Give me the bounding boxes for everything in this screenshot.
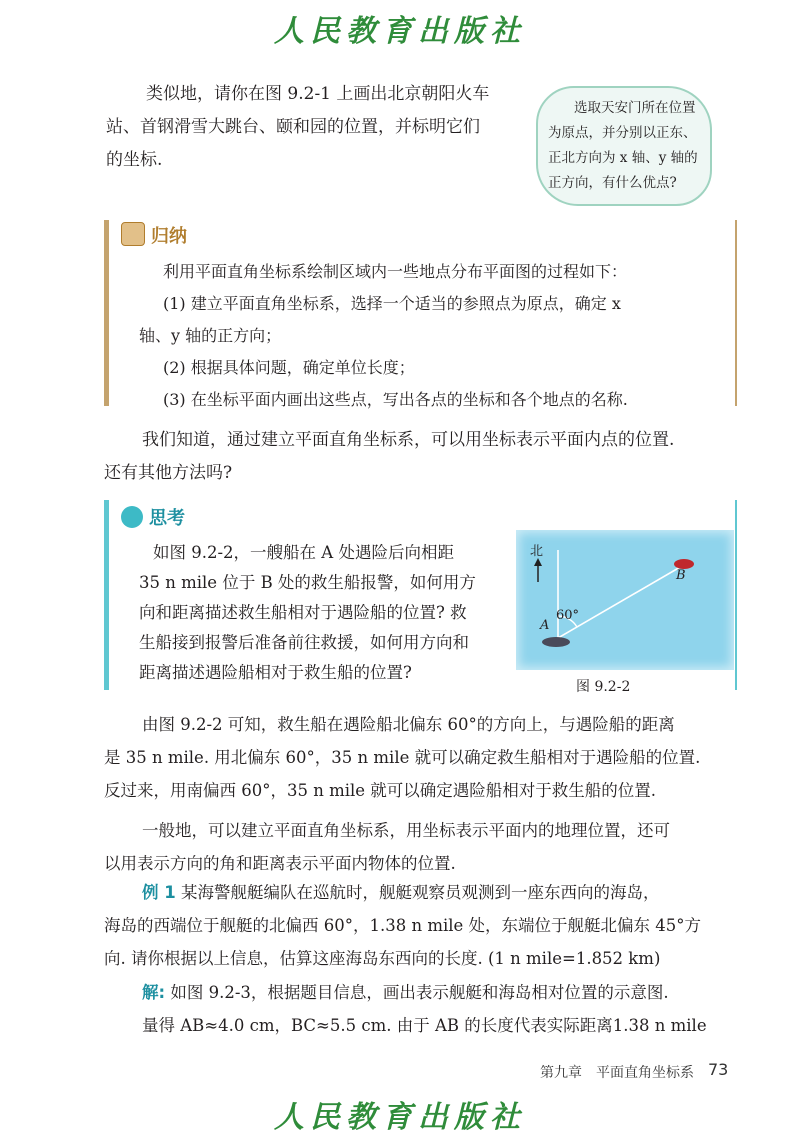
summary-intro: 利用平面直角坐标系绘制区域内一些地点分布平面图的过程如下： [163, 262, 628, 281]
summary-step-1b: 轴、y 轴的正方向； [139, 326, 282, 345]
analysis-line-2: 是 35 n mile. 用北偏东 60°，35 n mile 就可以确定救生船相对于遇险船的位置. [104, 748, 701, 767]
think-line-2: 35 n mile 位于 B 处的救生船报警，如何用方 [139, 573, 476, 592]
intro-line-3: 的坐标. [106, 150, 163, 170]
example-line-1: 某海警舰艇编队在巡航时，舰艇观察员观测到一座东西向的海岛， [180, 883, 660, 902]
analysis-line-1: 由图 9.2-2 可知，救生船在遇险船北偏东 60°的方向上，与遇险船的距离 [142, 715, 675, 734]
summary-title: 归纳 [151, 226, 187, 247]
angle-label: 60° [556, 608, 580, 623]
summary-step-3: (3) 在坐标平面内画出这些点，写出各点的坐标和各个地点的名称. [163, 390, 628, 409]
general-line-1: 一般地，可以建立平面直角坐标系，用坐标表示平面内的地理位置，还可 [142, 821, 670, 840]
lightbulb-icon [121, 506, 143, 528]
point-a-label: A [540, 618, 550, 633]
north-label: 北 [530, 544, 544, 559]
think-line-5: 距离描述遇险船相对于救生船的位置? [139, 663, 412, 682]
thought-bubble [536, 86, 712, 206]
example-line-2: 海岛的西端位于舰艇的北偏西 60°，1.38 n mile 处，东端位于舰艇北偏东 45°方 [104, 916, 702, 935]
summary-icon [121, 222, 145, 246]
think-heading [121, 504, 185, 530]
bubble-line-4: 正方向，有什么优点? [548, 175, 677, 191]
transition-line-2: 还有其他方法吗? [104, 463, 233, 483]
bubble-line-2: 为原点，并分别以正东、 [548, 125, 697, 141]
publisher-logo-header: 人民教育出版社 [274, 14, 526, 49]
analysis-paragraph [104, 708, 744, 807]
bubble-line-1: 选取天安门所在位置 [574, 100, 696, 116]
transition-paragraph [104, 424, 744, 490]
solution-line-2: 量得 AB≈4.0 cm，BC≈5.5 cm. 由于 AB 的长度代表实际距离1.38 n mile [142, 1016, 707, 1035]
footer-chapter: 第九章 平面直角坐标系 [540, 1065, 694, 1081]
solution-label: 解: [142, 983, 166, 1002]
example-label: 例 1 [142, 883, 176, 902]
example-paragraph [104, 876, 744, 975]
ship-a-icon [542, 637, 570, 647]
think-line-4: 生船接到报警后准备前往救援，如何用方向和 [139, 633, 469, 652]
example-line-3: 向. 请你根据以上信息，估算这座海岛东西向的长度. (1 n mile=1.852 km) [104, 949, 661, 968]
publisher-logo-footer: 人民教育出版社 [274, 1100, 526, 1135]
summary-panel [104, 220, 737, 409]
bubble-line-3: 正北方向为 x 轴、y 轴的 [548, 150, 698, 166]
summary-heading [121, 222, 187, 248]
analysis-line-3: 反过来，用南偏西 60°，35 n mile 就可以确定遇险船相对于救生船的位置. [104, 781, 657, 800]
figure-drawing [516, 530, 734, 670]
point-b-label: B [676, 568, 686, 583]
solution-line-1: 如图 9.2-3，根据题目信息，画出表示舰艇和海岛相对位置的示意图. [170, 983, 669, 1002]
think-line-1: 如图 9.2-2，一艘船在 A 处遇险后向相距 [153, 543, 454, 562]
general-line-2: 以用表示方向的角和距离表示平面内物体的位置. [104, 854, 456, 873]
figure-9-2-2 [516, 530, 734, 670]
transition-line-1: 我们知道，通过建立平面直角坐标系，可以用坐标表示平面内点的位置. [142, 430, 675, 450]
intro-paragraph [106, 78, 526, 177]
general-paragraph [104, 814, 744, 880]
page-number: 73 [708, 1060, 729, 1079]
intro-line-1: 类似地，请你在图 9.2-1 上画出北京朝阳火车 [146, 84, 490, 104]
solution-paragraph [104, 976, 744, 1042]
north-arrowhead [534, 558, 542, 566]
summary-step-2: (2) 根据具体问题，确定单位长度； [163, 358, 415, 377]
figure-caption: 图 9.2-2 [576, 679, 631, 695]
think-title: 思考 [149, 508, 185, 529]
intro-line-2: 站、首钢滑雪大跳台、颐和园的位置，并标明它们 [106, 117, 480, 137]
think-line-3: 向和距离描述救生船相对于遇险船的位置? 救 [139, 603, 467, 622]
summary-step-1a: (1) 建立平面直角坐标系，选择一个适当的参照点为原点，确定 x [163, 294, 621, 313]
